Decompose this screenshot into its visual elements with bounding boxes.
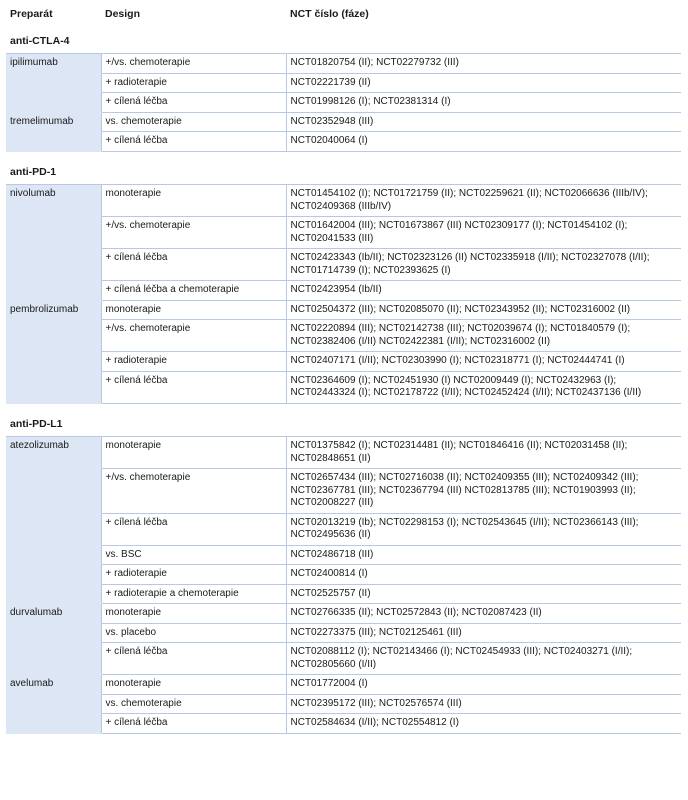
design-cell: + cílená léčba [101, 249, 286, 281]
design-cell: monoterapie [101, 437, 286, 469]
design-cell: + radioterapie a chemoterapie [101, 584, 286, 604]
header-nct: NCT číslo (fáze) [290, 8, 369, 20]
nct-cell: NCT02525757 (II) [286, 584, 681, 604]
nct-cell: NCT02504372 (III); NCT02085070 (II); NCT02343952 (II); NCT02316002 (II) [286, 300, 681, 320]
nct-cell: NCT02400814 (I) [286, 565, 681, 585]
nct-cell: NCT02395172 (III); NCT02576574 (III) [286, 694, 681, 714]
group-row [6, 151, 681, 185]
nct-cell: NCT02766335 (II); NCT02572843 (II); NCT02087423 (II) [286, 604, 681, 624]
design-cell: + cílená léčba [101, 714, 286, 734]
nct-cell: NCT02486718 (III) [286, 545, 681, 565]
table-row [6, 371, 681, 403]
nct-cell: NCT01772004 (I) [286, 675, 681, 695]
table-row [6, 320, 681, 352]
design-cell: + cílená léčba [101, 132, 286, 152]
table-row [6, 132, 681, 152]
nct-cell: NCT02584634 (I/II); NCT02554812 (I) [286, 714, 681, 734]
nct-cell: NCT02352948 (III) [286, 112, 681, 132]
design-cell: + cílená léčba [101, 371, 286, 403]
drug-name: atezolizumab [6, 437, 101, 604]
group-title: anti-PD-1 [6, 151, 681, 185]
nct-cell: NCT02657434 (III); NCT02716038 (II); NCT02409355 (III); NCT02409342 (III); NCT02367781 (III); NCT02367794 (III) NCT02813785 (III); NCT01903993 (II); NCT02008227 (III) [286, 469, 681, 514]
design-cell: vs. placebo [101, 623, 286, 643]
drug-name: pembrolizumab [6, 300, 101, 403]
table-row [6, 73, 681, 93]
design-cell: monoterapie [101, 604, 286, 624]
drug-name: tremelimumab [6, 112, 101, 151]
table-row [6, 112, 681, 132]
design-cell: +/vs. chemoterapie [101, 469, 286, 514]
drug-name: ipilimumab [6, 54, 101, 113]
design-cell: + cílená léčba [101, 513, 286, 545]
table-row [6, 217, 681, 249]
nct-cell: NCT01375842 (I); NCT02314481 (II); NCT01846416 (II); NCT02031458 (II); NCT02848651 (II) [286, 437, 681, 469]
trials-table-document [6, 4, 681, 734]
nct-cell: NCT02088112 (I); NCT02143466 (I); NCT02454933 (III); NCT02403271 (I/II); NCT02805660 (I/II) [286, 643, 681, 675]
table-body [6, 29, 681, 734]
design-cell: + radioterapie [101, 352, 286, 372]
nct-cell: NCT01820754 (II); NCT02279732 (III) [286, 54, 681, 74]
design-cell: monoterapie [101, 185, 286, 217]
nct-cell: NCT02423343 (Ib/II); NCT02323126 (II) NCT02335918 (I/II); NCT02327078 (I/II); NCT01714739 (I); NCT02393625 (I) [286, 249, 681, 281]
design-cell: + cílená léčba [101, 93, 286, 113]
table-row [6, 623, 681, 643]
design-cell: + radioterapie [101, 73, 286, 93]
table-row [6, 565, 681, 585]
design-cell: vs. chemoterapie [101, 112, 286, 132]
drug-name: durvalumab [6, 604, 101, 675]
table-row [6, 545, 681, 565]
table-row [6, 93, 681, 113]
table-row [6, 249, 681, 281]
design-cell: +/vs. chemoterapie [101, 54, 286, 74]
table-row [6, 281, 681, 301]
design-cell: + radioterapie [101, 565, 286, 585]
nct-cell: NCT02423954 (Ib/II) [286, 281, 681, 301]
nct-cell: NCT02407171 (I/II); NCT02303990 (I); NCT02318771 (I); NCT02444741 (I) [286, 352, 681, 372]
table-row [6, 604, 681, 624]
design-cell: vs. chemoterapie [101, 694, 286, 714]
trials-table [6, 4, 681, 734]
table-row [6, 185, 681, 217]
nct-cell: NCT02364609 (I); NCT02451930 (I) NCT02009449 (I); NCT02432963 (I); NCT02443324 (I); NCT02178722 (I/II); NCT02452424 (I/II); NCT02437136 (I/II) [286, 371, 681, 403]
table-row [6, 437, 681, 469]
nct-cell: NCT01642004 (III); NCT01673867 (III) NCT02309177 (I); NCT01454102 (I); NCT02041533 (III) [286, 217, 681, 249]
table-row [6, 54, 681, 74]
header-drug: Preparát [10, 8, 53, 20]
nct-cell: NCT02220894 (III); NCT02142738 (III); NCT02039674 (I); NCT01840579 (I); NCT02382406 (I/II) NCT02422381 (I/II); NCT02316002 (II) [286, 320, 681, 352]
design-cell: +/vs. chemoterapie [101, 320, 286, 352]
group-title: anti-CTLA-4 [6, 29, 681, 54]
drug-name: avelumab [6, 675, 101, 734]
design-cell: + cílená léčba [101, 643, 286, 675]
table-row [6, 513, 681, 545]
drug-name: nivolumab [6, 185, 101, 301]
nct-cell: NCT02013219 (Ib); NCT02298153 (I); NCT02543645 (I/II); NCT02366143 (III); NCT02495636 (II) [286, 513, 681, 545]
table-row [6, 714, 681, 734]
table-row [6, 300, 681, 320]
table-row [6, 643, 681, 675]
design-cell: monoterapie [101, 675, 286, 695]
design-cell: + cílená léčba a chemoterapie [101, 281, 286, 301]
nct-cell: NCT02273375 (III); NCT02125461 (III) [286, 623, 681, 643]
table-header-row [6, 4, 681, 29]
table-row [6, 694, 681, 714]
design-cell: vs. BSC [101, 545, 286, 565]
nct-cell: NCT02040064 (I) [286, 132, 681, 152]
table-row [6, 584, 681, 604]
table-row [6, 352, 681, 372]
nct-cell: NCT01998126 (I); NCT02381314 (I) [286, 93, 681, 113]
design-cell: +/vs. chemoterapie [101, 217, 286, 249]
design-cell: monoterapie [101, 300, 286, 320]
nct-cell: NCT01454102 (I); NCT01721759 (II); NCT02259621 (II); NCT02066636 (IIIb/IV); NCT02409368 (IIIb/IV) [286, 185, 681, 217]
group-title: anti-PD-L1 [6, 403, 681, 437]
table-row [6, 675, 681, 695]
nct-cell: NCT02221739 (II) [286, 73, 681, 93]
group-row [6, 29, 681, 54]
group-row [6, 403, 681, 437]
header-design: Design [105, 8, 141, 20]
table-row [6, 469, 681, 514]
